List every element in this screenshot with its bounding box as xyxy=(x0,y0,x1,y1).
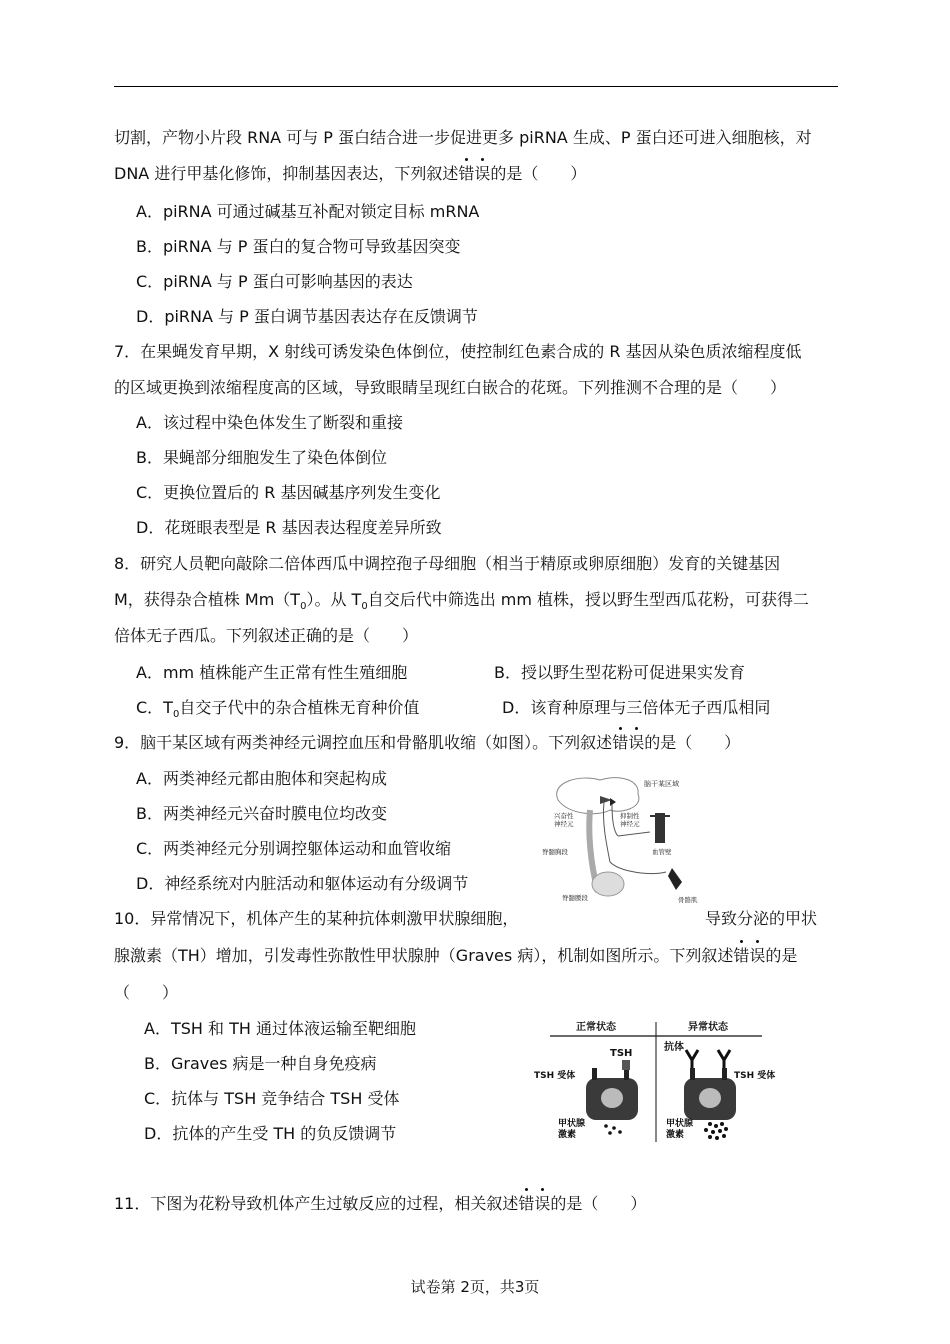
q7-option-d: D．花斑眼表型是 R 基因表达程度差异所致 xyxy=(136,518,442,537)
q9-option-a: A．两类神经元都由胞体和突起构成 xyxy=(136,769,387,788)
q7-option-b: B．果蝇部分细胞发生了染色体倒位 xyxy=(136,448,387,467)
label-inhibitory-2: 神经元 xyxy=(620,820,640,828)
q10-option-d: D．抗体的产生受 TH 的负反馈调节 xyxy=(144,1124,397,1143)
label-normal: 正常状态 xyxy=(576,1022,616,1033)
neural-control-figure xyxy=(540,772,710,912)
hormone-dot xyxy=(722,1134,726,1138)
label-lumbar: 脊髓腰段 xyxy=(562,894,588,902)
abnormal-receptor-left xyxy=(690,1068,695,1080)
q11-stem: 11．下图为花粉导致机体产生过敏反应的过程，相关叙述错误的是（ ） xyxy=(114,1194,647,1213)
q6-stem-line-2: DNA 进行甲基化修饰，抑制基因表达，下列叙述错误的是（ ） xyxy=(114,164,587,183)
label-antibody: 抗体 xyxy=(664,1042,684,1053)
q10-stem-line-1a: 10．异常情况下，机体产生的某种抗体刺激甲状腺细胞， xyxy=(114,909,519,928)
abnormal-receptor-right xyxy=(722,1068,727,1080)
lumbar-section xyxy=(592,872,624,896)
q8-stem-line-1: 8．研究人员靶向敲除二倍体西瓜中调控孢子母细胞（相当于精原或卵原细胞）发育的关键基因 xyxy=(114,554,781,573)
q8-stem-line-3: 倍体无子西瓜。下列叙述正确的是（ ） xyxy=(114,626,419,645)
hormone-dot xyxy=(612,1126,616,1130)
hormone-dot xyxy=(608,1131,612,1135)
q10-option-a: A．TSH 和 TH 通过体液运输至靶细胞 xyxy=(144,1019,416,1038)
label-excitatory-2: 神经元 xyxy=(554,820,574,828)
descending-axon-2 xyxy=(612,804,618,836)
q6-option-d: D．piRNA 与 P 蛋白调节基因表达存在反馈调节 xyxy=(136,307,478,326)
label-hormone-normal-1: 甲状腺 xyxy=(558,1119,586,1129)
q10-stem-line-1b: 导致分泌的甲状 xyxy=(705,909,818,928)
q7-option-a: A．该过程中染色体发生了断裂和重接 xyxy=(136,413,403,432)
q8-stem-line-2: M，获得杂合植株 $Mm(T_0)$。从 $T_0$自交后代中筛选出 mm 植株，授以野生型西瓜花粉，可获得二 xyxy=(114,590,810,613)
page-footer: 试卷第 2页，共3页 xyxy=(410,1278,540,1296)
emphasis-dot: 误 xyxy=(534,1194,551,1213)
label-thoracic: 脊髓胸段 xyxy=(542,848,568,856)
emphasis-dot: 错 xyxy=(612,733,629,752)
hormone-dot xyxy=(604,1124,608,1128)
label-excitatory-1: 兴奋性 xyxy=(554,812,574,820)
q7-stem-line-1: 7．在果蝇发育早期，X 射线可诱发染色体倒位，使控制红色素合成的 R 基因从染色质浓缩程度低 xyxy=(114,342,802,361)
label-muscle: 骨骼肌 xyxy=(678,896,698,904)
q8-option-d: D．该育种原理与三倍体无子西瓜相同 xyxy=(502,698,771,717)
hormone-dot xyxy=(708,1135,712,1139)
q10-stem-line-2: 腺激素（TH）增加，引发毒性弥散性甲状腺肿（Graves 病），机制如图所示。下列叙述错误的是 xyxy=(114,946,798,965)
q10-option-b: B．Graves 病是一种自身免疫病 xyxy=(144,1054,377,1073)
brain-region-outline xyxy=(557,778,639,814)
emphasis-dot: 错 xyxy=(458,164,475,183)
hormone-dot xyxy=(724,1127,728,1131)
inhibitory-neuron-soma xyxy=(610,798,616,806)
q8-option-a: A．mm 植株能产生正常有性生殖细胞 xyxy=(136,663,408,682)
q9-stem: 9．脑干某区域有两类神经元调控血压和骨骼肌收缩（如图）。下列叙述错误的是（ ） xyxy=(114,733,741,752)
q9-option-b: B．两类神经元兴奋时膜电位均改变 xyxy=(136,804,387,823)
q6-option-c: C．piRNA 与 P 蛋白可影响基因的表达 xyxy=(136,272,413,291)
graves-mechanism-figure xyxy=(530,1016,776,1146)
hormone-dot xyxy=(720,1122,724,1126)
q9-option-c: C．两类神经元分别调控躯体运动和血管收缩 xyxy=(136,839,452,858)
q6-option-b: B．piRNA 与 P 蛋白的复合物可导致基因突变 xyxy=(136,237,461,256)
label-hormone-abnormal-1: 甲状腺 xyxy=(666,1119,694,1129)
abnormal-cell-nucleus xyxy=(699,1088,721,1108)
q8-option-b: B．授以野生型花粉可促进果实发育 xyxy=(494,663,745,682)
label-tsh-receptor-normal: TSH 受体 xyxy=(534,1071,576,1081)
emphasis-dot: 误 xyxy=(628,733,645,752)
label-hormone-normal-2: 激素 xyxy=(558,1130,577,1140)
q7-option-c: C．更换位置后的 R 基因碱基序列发生变化 xyxy=(136,483,441,502)
hormone-dot xyxy=(704,1128,708,1132)
q7-stem-line-2: 的区域更换到浓缩程度高的区域，导致眼睛呈现红白嵌合的花斑。下列推测不合理的是（ ） xyxy=(114,378,787,397)
q8-option-c: C．$T_0$自交子代中的杂合植株无育种价值 xyxy=(136,698,420,721)
hormone-dot xyxy=(711,1130,715,1134)
muscle-nerve xyxy=(610,862,666,874)
q10-option-c: C．抗体与 TSH 竞争结合 TSH 受体 xyxy=(144,1089,400,1108)
label-tsh: TSH xyxy=(610,1048,633,1059)
vessel-nerve xyxy=(618,832,650,836)
label-abnormal: 异常状态 xyxy=(688,1022,728,1033)
hormone-dot xyxy=(715,1136,719,1140)
emphasis-dot: 误 xyxy=(749,946,766,965)
q6-option-a: A．piRNA 可通过碱基互补配对锁定目标 mRNA xyxy=(136,202,480,221)
antibody-icon-2 xyxy=(718,1050,730,1068)
emphasis-dot: 错 xyxy=(733,946,750,965)
emphasis-dot: 错 xyxy=(518,1194,535,1213)
q10-stem-line-3: （ ） xyxy=(114,983,179,1002)
label-brain-region: 脑干某区域 xyxy=(644,780,679,788)
vessel-wall-icon xyxy=(650,814,670,842)
hormone-dot xyxy=(708,1122,712,1126)
label-vessel: 血管壁 xyxy=(652,848,672,856)
q9-option-d: D．神经系统对内脏活动和躯体运动有分级调节 xyxy=(136,874,469,893)
label-hormone-abnormal-2: 激素 xyxy=(666,1130,685,1140)
hormone-dot xyxy=(718,1129,722,1133)
hormone-dot xyxy=(618,1130,622,1134)
tsh-molecule xyxy=(622,1060,630,1070)
skeletal-muscle-icon xyxy=(668,868,682,890)
antibody-icon-1 xyxy=(686,1050,698,1068)
header-rule xyxy=(114,86,838,87)
emphasis-dot: 误 xyxy=(474,164,491,183)
hormone-dot xyxy=(714,1124,718,1128)
label-inhibitory-1: 抑制性 xyxy=(620,812,640,820)
normal-cell-nucleus xyxy=(601,1088,623,1108)
label-tsh-receptor-abnormal: TSH 受体 xyxy=(734,1071,776,1081)
normal-receptor-left xyxy=(592,1068,597,1080)
q6-stem-line-1: 切割，产物小片段 RNA 可与 P 蛋白结合进一步促进更多 piRNA 生成、P 蛋白还可进入细胞核，对 xyxy=(114,128,812,147)
